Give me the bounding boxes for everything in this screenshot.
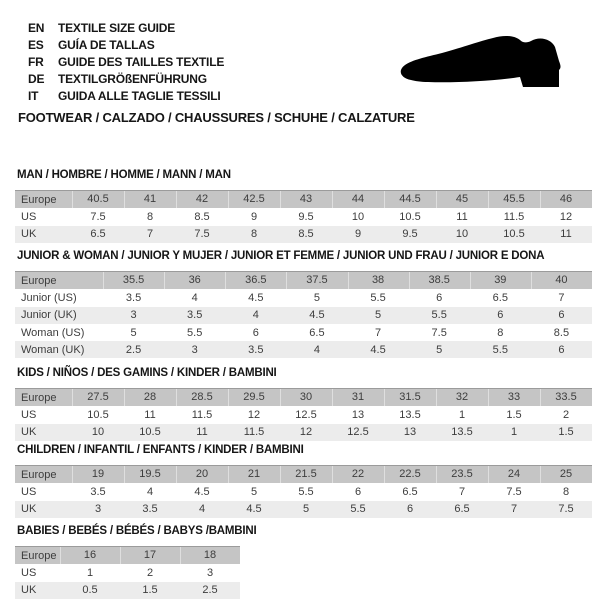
size-table (15, 546, 240, 599)
row-label: UK (21, 503, 37, 516)
size-cell: 12.5 (295, 408, 317, 421)
size-cell: 6 (354, 485, 362, 498)
size-cell: 4.5 (194, 485, 210, 498)
size-cell: 42.5 (228, 191, 280, 208)
size-cell: 6 (497, 309, 504, 322)
size-cell: 11 (456, 210, 468, 223)
size-cell: 1 (510, 426, 518, 439)
size-cell: 10.5 (139, 426, 161, 439)
size-cell: 28 (124, 389, 176, 406)
size-cell: 6 (406, 503, 414, 516)
size-cell: 44.5 (384, 191, 436, 208)
size-cell: 8.5 (298, 228, 314, 241)
size-cell: 8.5 (553, 326, 570, 339)
size-cell: 4 (313, 343, 320, 356)
size-cell: 11 (144, 408, 156, 421)
size-table-title: CHILDREN / INFANTIL / ENFANTS / KINDER / BAMBINI (17, 444, 304, 456)
table-row (15, 191, 592, 208)
size-cell: 9 (354, 228, 362, 241)
size-cell: 12 (559, 210, 573, 223)
language-label: TEXTILE SIZE GUIDE (58, 20, 176, 35)
size-cell: 6.5 (90, 228, 106, 241)
size-cell: 35.5 (103, 272, 164, 289)
size-table-section (15, 168, 592, 243)
size-cell: 19.5 (124, 466, 176, 483)
size-cell: 2 (146, 566, 154, 579)
table-row (15, 389, 592, 406)
language-list (28, 19, 224, 104)
table-row (15, 483, 592, 500)
table-row (15, 424, 592, 441)
row-label: Junior (UK) (21, 309, 77, 322)
row-label: US (21, 210, 37, 223)
language-row (28, 19, 224, 36)
size-cell: 6 (558, 309, 565, 322)
size-cell: 3.5 (187, 309, 203, 322)
size-cell: 9.5 (298, 210, 314, 223)
size-table-section (15, 443, 592, 518)
shoe-icon (396, 34, 578, 94)
size-cell: 5 (436, 343, 443, 356)
size-cell: 11 (560, 228, 572, 241)
size-cell: 7 (510, 503, 518, 516)
row-label: Europe (21, 468, 57, 481)
size-cell: 16 (60, 547, 120, 564)
size-cell: 3 (94, 503, 102, 516)
size-cell: 3.5 (125, 291, 142, 304)
size-cell: 6 (436, 291, 443, 304)
size-cell: 4.5 (246, 503, 262, 516)
table-row (15, 307, 592, 324)
size-cell: 21.5 (280, 466, 332, 483)
size-cell: 11 (196, 426, 208, 439)
size-table (15, 388, 592, 441)
size-cell: 5 (313, 291, 320, 304)
size-cell: 10.5 (399, 210, 421, 223)
size-table-section (15, 366, 592, 441)
row-label: Europe (21, 274, 57, 287)
row-label: Woman (UK) (21, 343, 85, 356)
size-cell: 28.5 (176, 389, 228, 406)
size-cell: 23.5 (436, 466, 488, 483)
size-cell: 6 (252, 326, 259, 339)
size-cell: 29.5 (228, 389, 280, 406)
size-cell: 12 (247, 408, 261, 421)
size-table (15, 465, 592, 518)
size-cell: 5.5 (350, 503, 366, 516)
size-cell: 5 (302, 503, 310, 516)
size-cell: 31 (332, 389, 384, 406)
language-label: GUIDE DES TAILLES TEXTILE (58, 54, 225, 69)
size-cell: 22.5 (384, 466, 436, 483)
size-cell: 7.5 (90, 210, 106, 223)
size-cell: 7 (146, 228, 154, 241)
size-cell: 31.5 (384, 389, 436, 406)
size-cell: 40 (531, 272, 592, 289)
table-row (15, 289, 592, 306)
table-row (15, 341, 592, 358)
table-row (15, 564, 240, 581)
size-cell: 9.5 (402, 228, 418, 241)
size-cell: 13.5 (451, 426, 473, 439)
size-cell: 18 (180, 547, 240, 564)
language-label: GUÍA DE TALLAS (58, 37, 155, 52)
size-cell: 43 (280, 191, 332, 208)
size-cell: 10 (455, 228, 469, 241)
size-cell: 8 (497, 326, 504, 339)
size-cell: 4 (191, 291, 198, 304)
size-cell: 33.5 (540, 389, 592, 406)
table-row (15, 226, 592, 243)
language-code: IT (28, 88, 39, 103)
size-table-title: MAN / HOMBRE / HOMME / MANN / MAN (17, 169, 231, 181)
size-cell: 12.5 (347, 426, 369, 439)
table-row (15, 406, 592, 423)
size-cell: 3 (191, 343, 198, 356)
language-code: EN (28, 20, 45, 35)
size-cell: 36 (164, 272, 225, 289)
size-cell: 13 (403, 426, 417, 439)
size-cell: 10 (91, 426, 105, 439)
size-cell: 41 (124, 191, 176, 208)
size-cell: 4 (252, 309, 259, 322)
size-cell: 2.5 (125, 343, 142, 356)
size-table (15, 271, 592, 358)
size-cell: 4.5 (248, 291, 264, 304)
table-row (15, 208, 592, 225)
size-cell: 5 (375, 309, 382, 322)
size-cell: 6.5 (309, 326, 325, 339)
row-label: Woman (US) (21, 326, 85, 339)
size-cell: 7 (375, 326, 382, 339)
size-cell: 4 (198, 503, 206, 516)
language-label: TEXTILGRÖßENFÜHRUNG (58, 71, 207, 86)
size-cell: 20 (176, 466, 228, 483)
table-row (15, 272, 592, 289)
category-header: FOOTWEAR / CALZADO / CHAUSSURES / SCHUHE / CALZATURE (18, 110, 415, 125)
size-cell: 3.5 (142, 503, 158, 516)
size-cell: 38.5 (409, 272, 470, 289)
size-cell: 11.5 (503, 210, 525, 223)
size-cell: 1 (458, 408, 466, 421)
size-cell: 5 (250, 485, 258, 498)
size-cell: 8 (146, 210, 154, 223)
size-cell: 5.5 (298, 485, 314, 498)
size-cell: 11.5 (243, 426, 265, 439)
size-cell: 7.5 (194, 228, 210, 241)
row-label: UK (21, 584, 37, 597)
size-cell: 3.5 (248, 343, 264, 356)
size-cell: 1 (86, 566, 94, 579)
size-table-section (15, 524, 592, 599)
size-cell: 38 (348, 272, 409, 289)
size-table-title: KIDS / NIÑOS / DES GAMINS / KINDER / BAMBINI (17, 367, 277, 379)
size-cell: 36.5 (225, 272, 286, 289)
size-cell: 2 (562, 408, 570, 421)
size-cell: 6 (558, 343, 565, 356)
size-cell: 46 (540, 191, 592, 208)
size-cell: 39 (470, 272, 531, 289)
size-cell: 22 (332, 466, 384, 483)
size-cell: 13.5 (399, 408, 421, 421)
size-cell: 5.5 (431, 309, 447, 322)
size-cell: 45 (436, 191, 488, 208)
size-cell: 40.5 (72, 191, 124, 208)
size-cell: 45.5 (488, 191, 540, 208)
size-cell: 9 (250, 210, 258, 223)
size-cell: 1.5 (506, 408, 522, 421)
size-cell: 1.5 (142, 584, 158, 597)
size-cell: 2.5 (202, 584, 218, 597)
size-table-section (15, 249, 592, 358)
size-cell: 5 (130, 326, 137, 339)
size-cell: 6.5 (454, 503, 470, 516)
size-table-title: BABIES / BEBÉS / BÉBÉS / BABYS /BAMBINI (17, 525, 257, 537)
size-cell: 3.5 (90, 485, 106, 498)
language-row (28, 53, 224, 70)
size-cell: 10.5 (503, 228, 525, 241)
language-code: ES (28, 37, 44, 52)
size-cell: 33 (488, 389, 540, 406)
language-label: GUIDA ALLE TAGLIE TESSILI (58, 88, 221, 103)
size-cell: 7 (458, 485, 466, 498)
size-cell: 5.5 (492, 343, 508, 356)
table-row (15, 324, 592, 341)
table-row (15, 582, 240, 599)
table-row (15, 547, 240, 564)
size-cell: 7.5 (558, 503, 574, 516)
size-cell: 12 (299, 426, 313, 439)
row-label: UK (21, 228, 37, 241)
size-cell: 5.5 (187, 326, 203, 339)
size-cell: 11.5 (191, 408, 213, 421)
size-cell: 6.5 (402, 485, 418, 498)
size-cell: 19 (72, 466, 124, 483)
size-cell: 3 (206, 566, 214, 579)
size-cell: 27.5 (72, 389, 124, 406)
language-row (28, 36, 224, 53)
size-cell: 4.5 (309, 309, 325, 322)
size-cell: 17 (120, 547, 180, 564)
row-label: Europe (21, 549, 57, 562)
row-label: US (21, 485, 37, 498)
size-cell: 7 (558, 291, 565, 304)
size-cell: 25 (540, 466, 592, 483)
size-cell: 8 (562, 485, 570, 498)
language-row (28, 70, 224, 87)
row-label: Junior (US) (21, 291, 77, 304)
size-table-title: JUNIOR & WOMAN / JUNIOR Y MUJER / JUNIOR ET FEMME / JUNIOR UND FRAU / JUNIOR E DONA (17, 250, 545, 262)
size-cell: 30 (280, 389, 332, 406)
row-label: Europe (21, 193, 57, 206)
table-row (15, 466, 592, 483)
row-label: US (21, 566, 37, 579)
size-cell: 10.5 (87, 408, 109, 421)
size-cell: 21 (228, 466, 280, 483)
size-cell: 4.5 (370, 343, 386, 356)
size-cell: 32 (436, 389, 488, 406)
size-cell: 6.5 (492, 291, 508, 304)
size-cell: 1.5 (558, 426, 574, 439)
row-label: US (21, 408, 37, 421)
size-cell: 5.5 (370, 291, 386, 304)
language-code: DE (28, 71, 45, 86)
size-cell: 24 (488, 466, 540, 483)
size-cell: 37.5 (286, 272, 347, 289)
size-cell: 7.5 (431, 326, 447, 339)
size-cell: 8 (250, 228, 258, 241)
size-cell: 8.5 (194, 210, 210, 223)
row-label: Europe (21, 391, 57, 404)
size-cell: 7.5 (506, 485, 522, 498)
language-code: FR (28, 54, 44, 69)
language-row (28, 87, 224, 104)
size-cell: 3 (130, 309, 137, 322)
size-cell: 4 (146, 485, 154, 498)
size-cell: 44 (332, 191, 384, 208)
table-row (15, 501, 592, 518)
row-label: UK (21, 426, 37, 439)
size-cell: 10 (351, 210, 365, 223)
size-cell: 0.5 (82, 584, 98, 597)
size-table (15, 190, 592, 243)
size-cell: 13 (351, 408, 365, 421)
size-cell: 42 (176, 191, 228, 208)
